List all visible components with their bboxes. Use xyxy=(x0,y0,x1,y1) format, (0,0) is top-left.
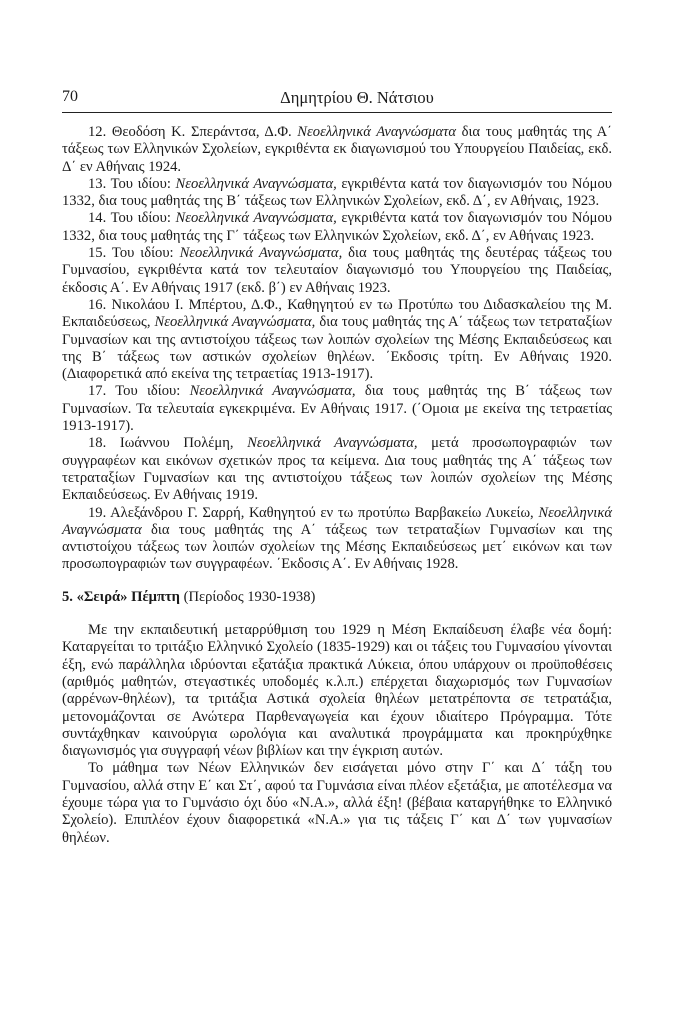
entry-author: 18. Ιωάννου Πολέμη, xyxy=(88,435,248,452)
entry-title: Νεοελληνικά Αναγνώσματα, xyxy=(175,210,337,227)
entry-title: Νεοελληνικά Αναγνώσματα, xyxy=(175,175,337,192)
page-number: 70 xyxy=(62,88,78,105)
entry-title: Νεοελληνικά Αναγνώσματα, xyxy=(154,314,316,331)
section-period: (Περίοδος 1930-1938) xyxy=(179,588,316,605)
entry-details: δια τους μαθητάς της Α΄ τάξεως των τετραταξίων Γυμνασίων και της αντιστοίχου τάξεως των λοιπών σχολείων της Μέσης Εκπαιδεύσεως μετ΄ εικόνων και των προσωπογραφιών των συγγραφέων. ΄Εκδοσις Α΄. Εν Αθήναις 1928. xyxy=(62,521,612,573)
entry-details: δια τους μαθητάς της Α΄ τάξεως των τετραταξίων Γυμνασίων και της αντιστοίχου τάξεως των λοιπών σχολείων της Μέσης Εκπαιδεύσεως και της Β΄ τάξεως των αστικών σχολείων θηλέων. ΄Εκδοσις τρίτη. Εν Αθήναις 1920. (Διαφορετικά από εκείνα της τετραετίας 1913-1917). xyxy=(62,314,612,383)
entry-title: Νεοελληνικά Αναγνώσματα xyxy=(62,504,612,538)
entry-author: 13. Του ιδίου: xyxy=(88,175,176,192)
entry-title: Νεοελληνικά Αναγνώσματα, xyxy=(247,435,418,452)
bibliography-entry xyxy=(62,176,612,211)
bibliography-entry xyxy=(62,210,612,245)
bibliography-list xyxy=(62,124,612,574)
entry-details: εγκριθέντα κατά τον διαγωνισμόν του Νόμου 1332, δια τους μαθητάς της Β΄ τάξεως των Ελληνικών Σχολείων, εκδ. Δ΄, εν Αθήναις, 1923. xyxy=(62,175,612,210)
entry-author: 12. Θεοδόση Κ. Σπεράντσα, Δ.Φ. xyxy=(88,124,298,140)
bibliography-entry xyxy=(62,383,612,435)
entry-details: δια τους μαθητάς της δευτέρας τάξεως του Γυμνασίου, εγκριθέντα κατά τον τελευταίον διαγωνισμό του Υπουργείου της Παιδείας, έκδοσις Α΄. Εν Αθήναις 1917 (εκδ. β΄) εν Αθήναις 1923. xyxy=(62,245,612,296)
entry-author: 16. Νικολάου Ι. Μπέρτου, Δ.Φ., Καθηγητού εν τω Προτύπω του Διδασκαλείου της Μ. Εκπαιδεύσεως, xyxy=(62,296,612,331)
entry-author: 17. Του ιδίου: xyxy=(88,383,190,400)
entry-details: δια τους μαθητάς της Β΄ τάξεως των Γυμνασίων. Τα τελευταία εγκεκριμένα. Εν Αθήναις 1917. (΄Ομοια με εκείνα της τετραετίας 1913-1917). xyxy=(62,383,612,435)
body-paragraph: Με την εκπαιδευτική μεταρρύθμιση του 1929 η Μέση Εκπαίδευση έλαβε νέα δομή: Καταργείται το τριτάξιο Ελληνικό Σχολείο (1835-1929) και οι τάξεις του Γυμνασίου γίνονται έξη, ενώ παράλληλα ιδρύονται εξατάξια πρακτικά Λύκεια, όπου υπάρχουν οι προϋποθέσεις (αριθμός μαθητών, στεγαστικές υποδομές κ.λ.π.) επέρχεται διαχωρισμός των Γυμνασίων (αρρένων-θηλέων), τα τριτάξια Αστικά σχολεία θηλέων μετατρέποντα σε τετρατάξια, μετονομάζονται σε Ανώτερα Παρθεναγωγεία και έχουν ιδιαίτερο Πρόγραμμα. Τότε συντάχθηκαν καινούργια ωρολόγια και αναλυτικά προγράμματα και προκηρύχθηκε διαγωνισμός για συγγραφή νέων βιβλίων και την έγκριση αυτών. xyxy=(62,622,612,760)
running-head: Δημητρίου Θ. Νάτσιου xyxy=(280,88,434,107)
bibliography-entry xyxy=(62,245,612,297)
page-body xyxy=(62,124,612,847)
entry-author: 14. Του ιδίου: xyxy=(88,210,176,227)
entry-details: δια τους μαθητάς της Α΄ τάξεως των Ελληνικών Σχολείων, εγκριθέντα εκ διαγωνισμού του Υπουργείου Παιδείας, εκδ. Δ΄ εν Αθήναις 1924. xyxy=(62,124,613,175)
entry-author: 19. Αλεξάνδρου Γ. Σαρρή, Καθηγητού εν τω προτύπω Βαρβακείω Λυκείω, xyxy=(88,504,539,521)
entry-author: 15. Του ιδίου: xyxy=(88,245,180,262)
entry-details: μετά προσωπογραφιών των συγγραφέων και εικόνων σχετικών προς τα κείμενα. Δια τους μαθητάς της Α΄ τάξεως των τετραταξίων Γυμνασίων και της αντιστοίχου τάξεως των λοιπών σχολείων της Μέσης Εκπαιδεύσεως. Εν Αθήναις 1919. xyxy=(62,435,613,504)
section-title: 5. «Σειρά» Πέμπτη xyxy=(62,588,180,605)
page-header xyxy=(62,86,612,113)
entry-title: Νεοελληνικά Αναγνώσματα xyxy=(297,124,456,140)
bibliography-entry xyxy=(62,435,612,504)
entry-title: Νεοελληνικά Αναγνώσματα, xyxy=(179,245,343,262)
entry-details: εγκριθέντα κατά τον διαγωνισμόν του Νόμου 1332, δια τους μαθητάς της Γ΄ τάξεως των Ελληνικών Σχολείων, εκδ. Δ΄, εν Αθήναις 1923. xyxy=(62,210,612,244)
body-paragraph: Το μάθημα των Νέων Ελληνικών δεν εισάγεται μόνο στην Γ΄ και Δ΄ τάξη του Γυμνασίου, αλλά στην Ε΄ και Στ΄, αφού τα Γυμνάσια είναι πλέον εξετάξια, με αποτέλεσμα να έχουμε τώρα για το Γυμνάσιο όχι δύο «Ν.Α.», αλλά έξη! (βέβαια καταργήθηκε το Ελληνικό Σχολείο). Επιπλέον έχουν διαφορετικά «Ν.Α.» για τις τάξεις Γ΄ και Δ΄ των γυμνασίων θηλέων. xyxy=(62,760,612,846)
section-heading xyxy=(62,589,612,606)
bibliography-entry xyxy=(62,124,612,176)
bibliography-entry xyxy=(62,505,612,574)
entry-title: Νεοελληνικά Αναγνώσματα, xyxy=(189,383,356,400)
bibliography-entry xyxy=(62,297,612,383)
